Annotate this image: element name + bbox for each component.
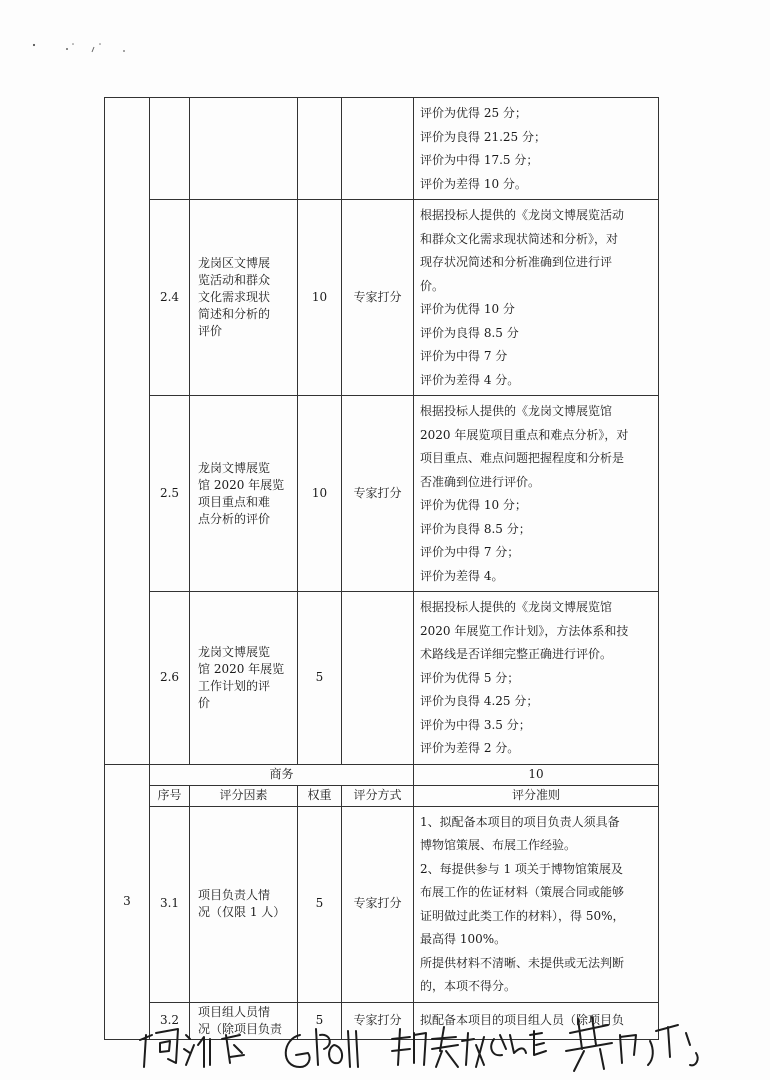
criteria-cell: 根据投标人提供的《龙岗文博展览活动 和群众文化需求现状简述和分析》，对 现存状况简述和分析准确到位进行评 价。 评价为优得 10 分 评价为良得 8.5 分 评价为中得 7 分 评价为差得 4 分。 bbox=[414, 200, 659, 396]
section-3-score: 10 bbox=[414, 764, 659, 785]
section-3-number: 3 bbox=[105, 764, 150, 1039]
method-cell: 专家打分 bbox=[342, 200, 414, 396]
table-row bbox=[105, 200, 659, 396]
col-header-criteria: 评分准则 bbox=[414, 785, 659, 806]
signature-1 bbox=[140, 1029, 244, 1067]
row-number: 3.1 bbox=[150, 806, 190, 1002]
table-row bbox=[105, 396, 659, 592]
criteria-cell: 1、拟配备本项目的项目负责人须具备 博物馆策展、布展工作经验。 2、每提供参与 1 项关于博物馆策展及 布展工作的佐证材料（策展合同或能够 证明做过此类工作的材料），得 50%， 最高得 100%。 所提供材料不清晰、未提供或无法判断 的，本项不得分。 bbox=[414, 806, 659, 1002]
weight-cell: 5 bbox=[298, 1002, 342, 1039]
col-header-factor: 评分因素 bbox=[190, 785, 298, 806]
header-row bbox=[105, 785, 659, 806]
row-number: 2.6 bbox=[150, 592, 190, 765]
row-number: 2.4 bbox=[150, 200, 190, 396]
table-row bbox=[105, 98, 659, 200]
factor-cell: 项目组人员情 况（除项目负责 bbox=[190, 1002, 298, 1039]
weight-cell: 5 bbox=[298, 806, 342, 1002]
factor-cell: 龙岗文博展览 馆 2020 年展览 工作计划的评 价 bbox=[190, 592, 298, 765]
col-header-method: 评分方式 bbox=[342, 785, 414, 806]
criteria-cell: 拟配备本项目的项目组人员（除项目负 bbox=[414, 1002, 659, 1039]
scan-specks bbox=[30, 36, 140, 60]
row-number: 3.2 bbox=[150, 1002, 190, 1039]
method-cell bbox=[342, 592, 414, 765]
signature-4 bbox=[566, 1017, 698, 1071]
factor-cell: 项目负责人情 况（仅限 1 人） bbox=[190, 806, 298, 1002]
section-2-number-cell bbox=[105, 98, 150, 765]
scoring-table bbox=[104, 97, 659, 1040]
criteria-cell: 根据投标人提供的《龙岗文博展览馆 2020 年展览工作计划》，方法体系和技 术路线是否详细完整正确进行评价。 评价为优得 5 分； 评价为良得 4.25 分； 评价为中得 3.5 分； 评价为差得 2 分。 bbox=[414, 592, 659, 765]
factor-cell: 龙岗文博展览 馆 2020 年展览 项目重点和难 点分析的评价 bbox=[190, 396, 298, 592]
section-3-title: 商务 bbox=[150, 764, 414, 785]
handwritten-signatures bbox=[130, 1005, 730, 1080]
section-3-title-row bbox=[105, 764, 659, 785]
table-row bbox=[105, 806, 659, 1002]
signature-3 bbox=[392, 1027, 546, 1067]
weight-cell: 10 bbox=[298, 200, 342, 396]
criteria-cell: 根据投标人提供的《龙岗文博展览馆 2020 年展览项目重点和难点分析》，对 项目重点、难点问题把握程度和分析是 否准确到位进行评价。 评价为优得 10 分； 评价为良得 8.5 分； 评价为中得 7 分； 评价为差得 4。 bbox=[414, 396, 659, 592]
criteria-cell: 评价为优得 25 分； 评价为良得 21.25 分； 评价为中得 17.5 分； 评价为差得 10 分。 bbox=[414, 98, 659, 200]
col-header-weight: 权重 bbox=[298, 785, 342, 806]
col-header-no: 序号 bbox=[150, 785, 190, 806]
signature-2 bbox=[286, 1029, 358, 1067]
row-number: 2.5 bbox=[150, 396, 190, 592]
weight-cell: 10 bbox=[298, 396, 342, 592]
method-cell: 专家打分 bbox=[342, 1002, 414, 1039]
weight-cell: 5 bbox=[298, 592, 342, 765]
factor-cell: 龙岗区文博展 览活动和群众 文化需求现状 简述和分析的 评价 bbox=[190, 200, 298, 396]
method-cell: 专家打分 bbox=[342, 806, 414, 1002]
table-row bbox=[105, 592, 659, 765]
method-cell: 专家打分 bbox=[342, 396, 414, 592]
